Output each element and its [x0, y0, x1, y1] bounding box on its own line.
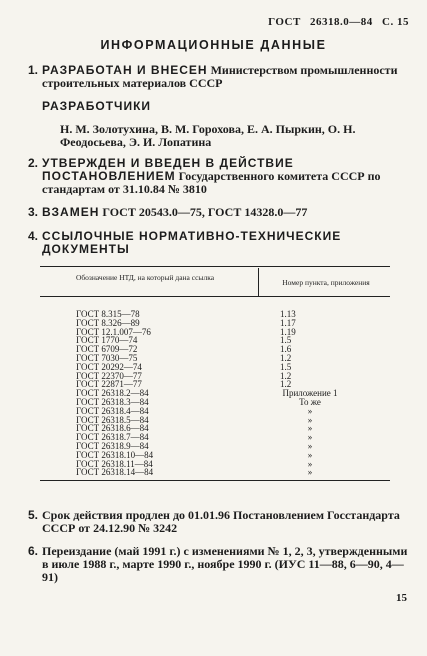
table-doc-cell: ГОСТ 8.326—89	[76, 317, 140, 328]
table-doc-cell: ГОСТ 6709—72	[76, 344, 138, 355]
table-doc-cell: ГОСТ 26318.2—84	[76, 388, 149, 399]
section-6-number: 6.	[28, 544, 39, 558]
table-doc-cell: ГОСТ 22871—77	[76, 379, 142, 390]
table-doc-cell: ГОСТ 26318.5—84	[76, 414, 149, 425]
table-doc-cell: ГОСТ 26318.9—84	[76, 440, 149, 451]
table-ref-cell: »	[307, 440, 313, 451]
table-doc-cell: ГОСТ 26318.11—84	[76, 458, 153, 469]
table-ref-cell: »	[307, 467, 313, 478]
header-number: 26318.0—84	[310, 16, 373, 28]
table-ref-cell: 1.2	[280, 379, 292, 390]
table-doc-cell: ГОСТ 12.1.007—76	[76, 326, 151, 337]
section-1-number: 1.	[28, 63, 39, 77]
section-6-text: Переиздание (май 1991 г.) с изменениями № 1, 2, 3, утвержденными в июле 1988 г., марте 1990 г., ноябре 1990 г. (ИУС 11—88, 6—90, 4—91)	[42, 544, 408, 584]
section-5	[28, 508, 412, 535]
table-ref-cell: 1.5	[280, 335, 292, 346]
table-ref-cell: 1.19	[280, 326, 296, 337]
table-doc-cell: ГОСТ 26318.10—84	[76, 449, 154, 460]
table-header-clause: Номер пункта, приложения	[282, 278, 370, 287]
table-ref-cell: »	[307, 432, 313, 443]
table-ref-cell: »	[307, 405, 313, 416]
section-3-number: 3.	[28, 205, 39, 219]
developers-list: Н. М. Золотухина, В. М. Горохова, Е. А. Пыркин, О. Н. Феодосьева, Э. И. Лопатина	[60, 122, 356, 149]
section-3-text: ГОСТ 20543.0—75, ГОСТ 14328.0—77	[102, 205, 308, 219]
table-doc-cell: ГОСТ 26318.7—84	[76, 432, 149, 443]
table-ref-cell: 1.6	[280, 344, 292, 355]
header-standard: ГОСТ	[268, 16, 301, 28]
table-ref-column	[280, 310, 360, 477]
section-1	[28, 63, 412, 90]
table-doc-cell: ГОСТ 26318.3—84	[76, 396, 149, 407]
table-doc-column	[76, 310, 153, 477]
table-doc-cell: ГОСТ 8.315—78	[76, 309, 140, 319]
table-ref-cell: То же	[299, 396, 321, 407]
table-doc-cell: ГОСТ 7030—75	[76, 352, 138, 363]
section-3	[28, 205, 412, 219]
section-5-text: Срок действия продлен до 01.01.96 Постановлением Госстандарта СССР от 24.12.90 № 3242	[42, 508, 400, 535]
table-ref-cell: »	[307, 449, 313, 460]
section-2	[28, 156, 412, 196]
table-ref-cell: »	[307, 423, 313, 434]
table-ref-cell: 1.2	[280, 370, 292, 381]
running-header	[262, 16, 409, 28]
table-doc-cell: ГОСТ 20292—74	[76, 361, 142, 372]
page-title: ИНФОРМАЦИОННЫЕ ДАННЫЕ	[100, 38, 327, 52]
table-ref-cell: 1.5	[280, 361, 292, 372]
section-4-number: 4.	[28, 229, 39, 243]
section-1-heading: РАЗРАБОТАН И ВНЕСЕН	[42, 63, 208, 77]
table-header-doc: Обозначение НТД, на который дана ссылка	[75, 273, 215, 282]
table-ref-cell: »	[307, 458, 313, 469]
section-2-text: Государственного комитета СССР по стандартам от 31.10.84 № 3810	[42, 169, 381, 196]
section-5-number: 5.	[28, 508, 39, 522]
table-bottom-rule	[40, 480, 390, 481]
table-header-rule	[40, 296, 390, 297]
table-ref-cell: Приложение 1	[282, 388, 338, 399]
section-3-heading: ВЗАМЕН	[42, 205, 100, 219]
table-ref-cell: »	[307, 414, 313, 425]
page-number: 15	[396, 592, 407, 604]
section-4	[28, 229, 412, 256]
table-ref-cell: 1.2	[280, 352, 292, 363]
developers-heading: РАЗРАБОТЧИКИ	[42, 99, 152, 113]
header-page: С. 15	[382, 16, 409, 28]
table-doc-cell: ГОСТ 26318.6—84	[76, 423, 149, 434]
section-2-heading: УТВЕРЖДЕН И ВВЕДЕН В ДЕЙСТВИЕ ПОСТАНОВЛЕНИЕМ	[42, 156, 294, 183]
section-1-text: Министерством промышленности строительных материалов СССР	[42, 63, 398, 90]
section-4-heading: ССЫЛОЧНЫЕ НОРМАТИВНО-ТЕХНИЧЕСКИЕ ДОКУМЕНТЫ	[42, 229, 342, 256]
table-column-divider	[258, 268, 259, 296]
section-6	[28, 544, 412, 584]
table-doc-cell: ГОСТ 22370—77	[76, 370, 142, 381]
section-2-number: 2.	[28, 156, 39, 170]
table-top-rule	[40, 266, 390, 267]
table-doc-cell: ГОСТ 26318.4—84	[76, 405, 149, 416]
table-doc-cell: ГОСТ 26318.14—84	[76, 467, 154, 478]
table-ref-cell: 1.13	[280, 309, 296, 319]
table-doc-cell: ГОСТ 1770—74	[76, 335, 138, 346]
table-ref-cell: 1.17	[280, 317, 296, 328]
